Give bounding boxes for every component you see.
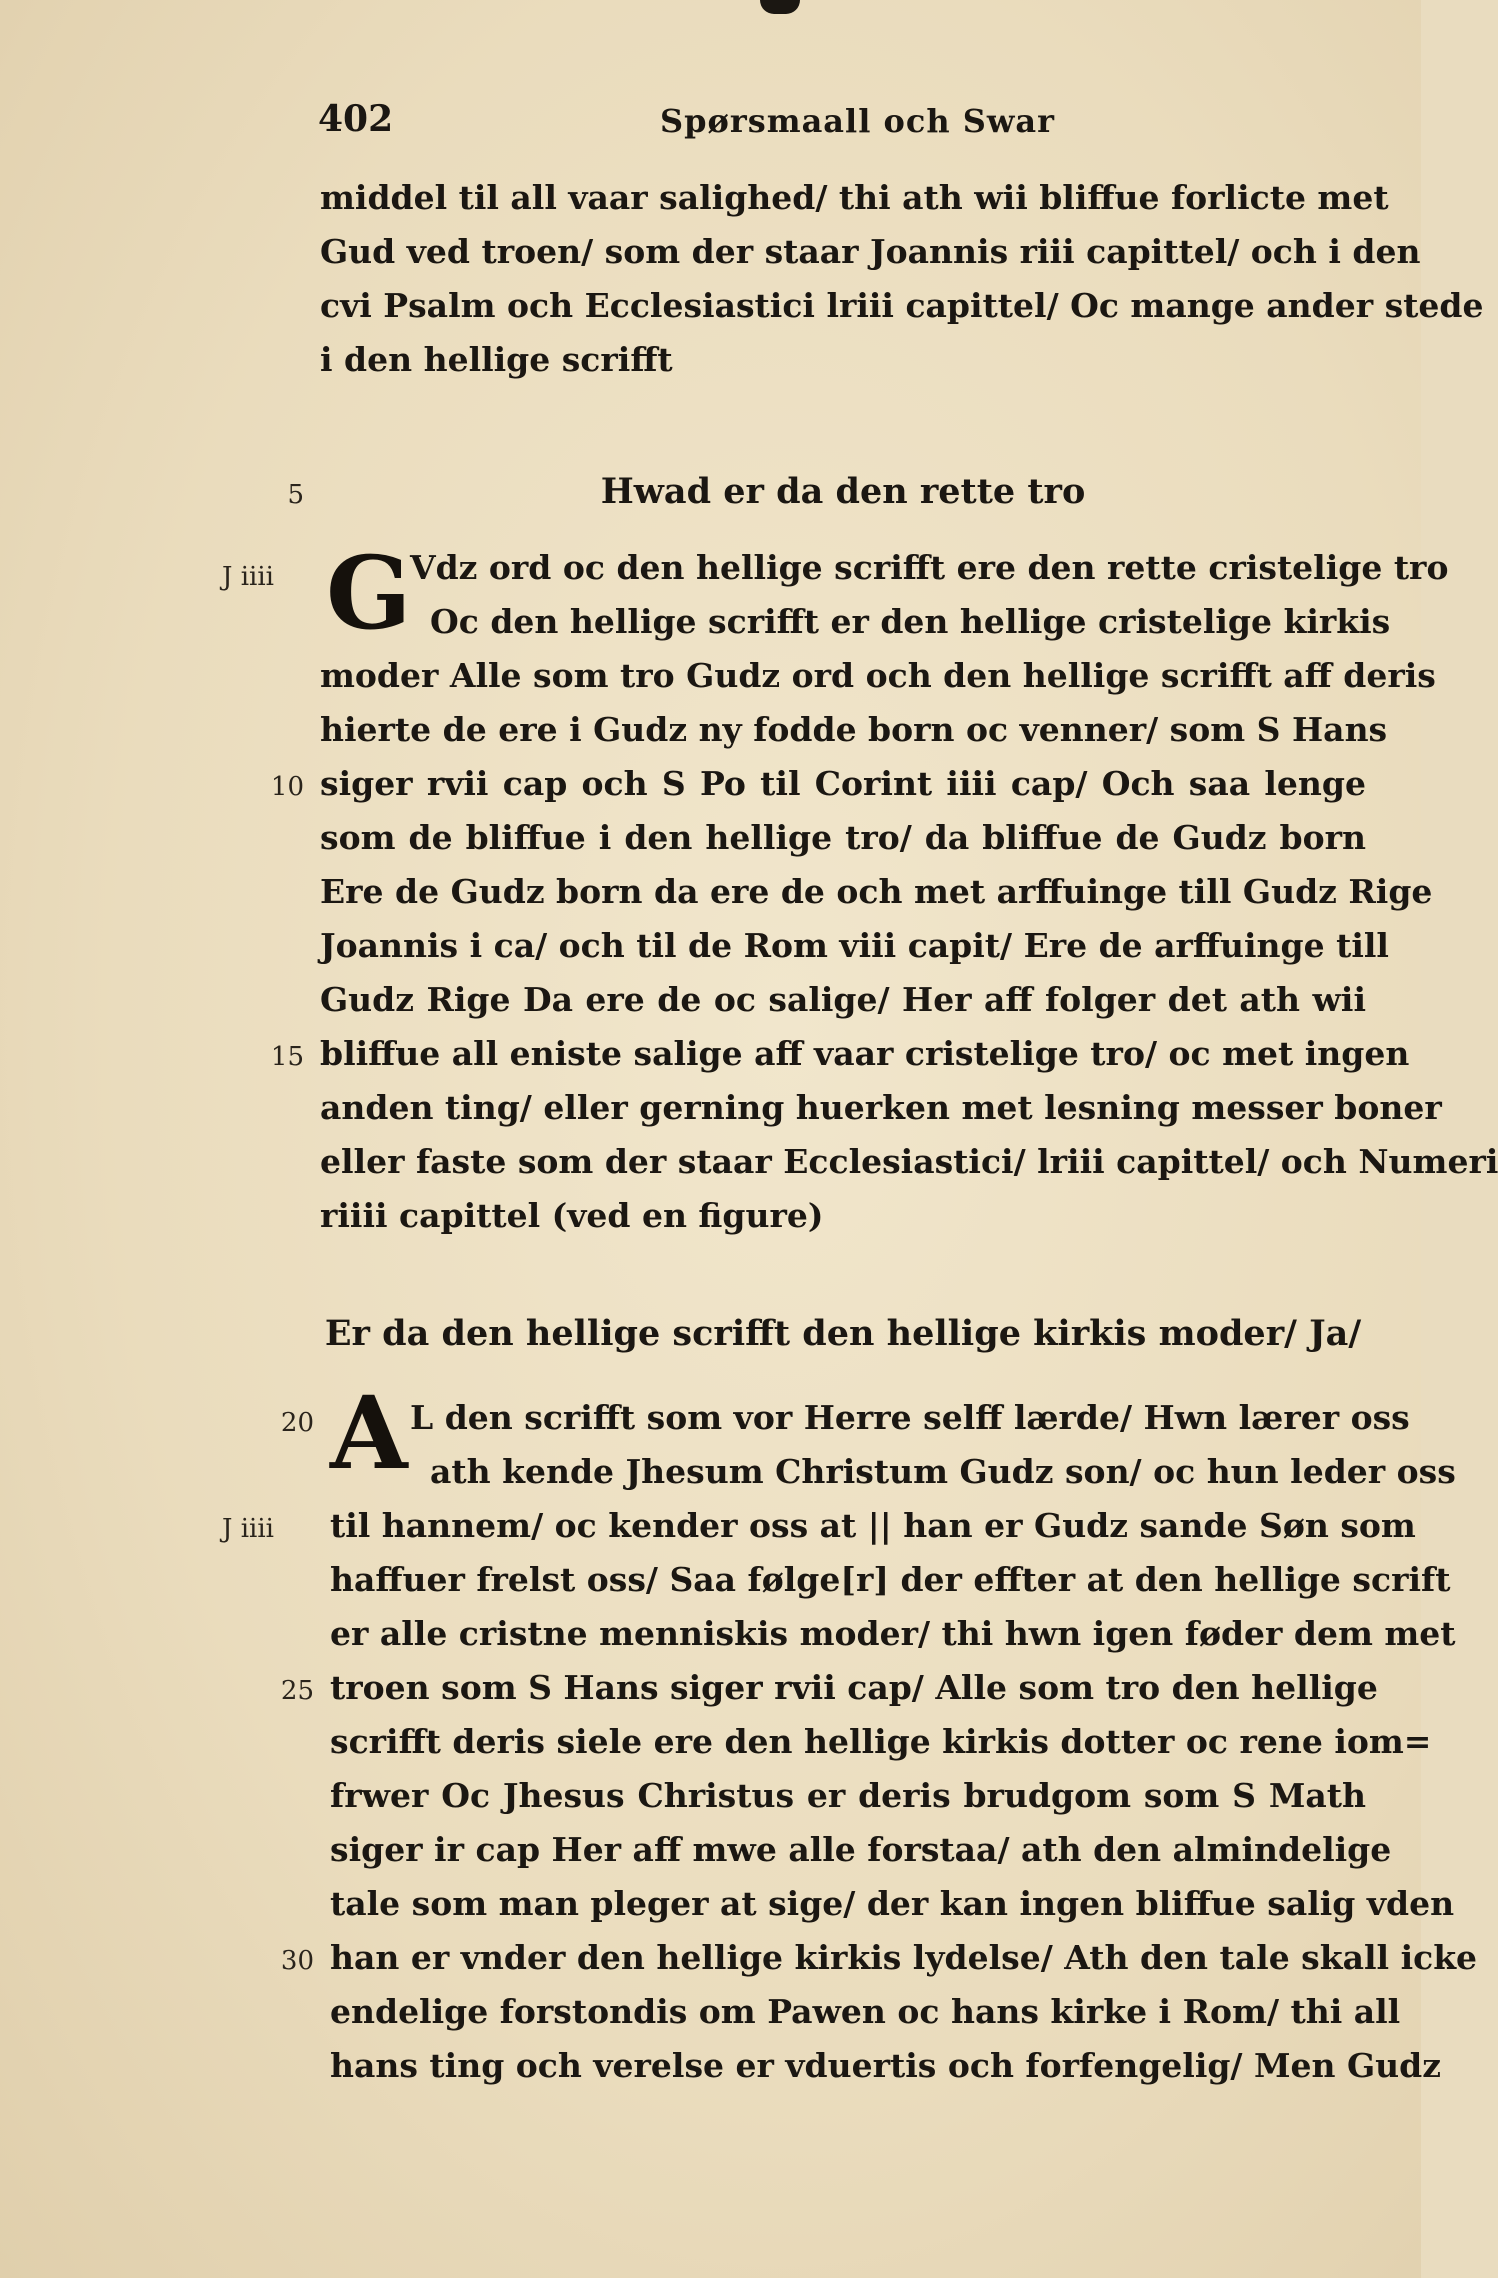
text-line: ath kende Jhesum Christum Gudz son/ oc hun leder oss (430, 1452, 1456, 1491)
text-line: hierte de ere i Gudz ny fodde born oc venner/ som S Hans (320, 710, 1388, 749)
page-top-mark (760, 0, 800, 14)
text-line: Gudz Rige Da ere de oc salige/ Her aff folger det ath wii (320, 980, 1366, 1019)
text-line: haffuer frelst oss/ Saa følge[r] der effter at den hellige scrift (330, 1560, 1451, 1599)
text-line: til hannem/ oc kender oss at || han er Gudz sande Søn som (330, 1506, 1416, 1545)
text-line: siger ir cap Her aff mwe alle forstaa/ ath den almindelige (330, 1830, 1392, 1869)
running-title: Spørsmaall och Swar (660, 102, 1055, 140)
section-heading: Hwad er da den rette tro (600, 471, 1086, 512)
text-line: cvi Psalm och Ecclesiastici lriii capittel/ Oc mange ander stede (320, 286, 1484, 325)
text-line: siger rvii cap och S Po til Corint iiii cap/ Och saa lenge (320, 764, 1366, 803)
text-line: eller faste som der staar Ecclesiastici/ lriii capittel/ och Numeri (320, 1142, 1498, 1181)
text-line: frwer Oc Jhesus Christus er deris brudgom som S Math (330, 1776, 1366, 1815)
line-number: 15 (270, 1042, 304, 1072)
margin-reference: J iiii (222, 562, 274, 592)
text-line: endelige forstondis om Pawen oc hans kirke i Rom/ thi all (330, 1992, 1401, 2031)
line-number: 25 (280, 1676, 314, 1706)
text-line: er alle cristne menniskis moder/ thi hwn igen føder dem met (330, 1614, 1456, 1653)
running-head (0, 98, 1421, 148)
text-line: Oc den hellige scrifft er den hellige cristelige kirkis (430, 602, 1391, 641)
line-number: 10 (270, 772, 304, 802)
drop-capital: G (326, 534, 412, 652)
line-number: 20 (280, 1408, 314, 1438)
text-line: riiii capittel (ved en figure) (320, 1196, 824, 1235)
text-line: han er vnder den hellige kirkis lydelse/ Ath den tale skall icke (330, 1938, 1478, 1977)
text-line: Ere de Gudz born da ere de och met arffuinge till Gudz Rige (320, 872, 1433, 911)
text-line: som de bliffue i den hellige tro/ da bliffue de Gudz born (320, 818, 1366, 857)
text-line: troen som S Hans siger rvii cap/ Alle som tro den hellige (330, 1668, 1378, 1707)
margin-reference: J iiii (222, 1514, 274, 1544)
text-line: hans ting och verelse er vduertis och forfengelig/ Men Gudz (330, 2046, 1441, 2085)
line-number: 5 (287, 480, 304, 510)
text-line: L den scrifft som vor Herre selff lærde/ Hwn lærer oss (410, 1398, 1410, 1437)
text-line: bliffue all eniste salige aff vaar cristelige tro/ oc met ingen (320, 1034, 1410, 1073)
line-number: 30 (280, 1946, 314, 1976)
page-number: 402 (318, 98, 394, 140)
text-line: moder Alle som tro Gudz ord och den hellige scrifft aff deris (320, 656, 1436, 695)
text-line: tale som man pleger at sige/ der kan ingen bliffue salig vden (330, 1884, 1455, 1923)
text-line: scrifft deris siele ere den hellige kirkis dotter oc rene iom= (330, 1722, 1432, 1761)
text-line: Vdz ord oc den hellige scrifft ere den rette cristelige tro (410, 548, 1449, 587)
text-line: Gud ved troen/ som der staar Joannis riii capittel/ och i den (320, 232, 1421, 271)
section-heading: Er da den hellige scrifft den hellige kirkis moder/ Ja/ (324, 1313, 1362, 1354)
drop-capital: A (330, 1374, 408, 1492)
text-line: middel til all vaar salighed/ thi ath wii bliffue forlicte met (320, 178, 1389, 217)
text-line: Joannis i ca/ och til de Rom viii capit/ Ere de arffuinge till (320, 926, 1389, 965)
text-line: i den hellige scrifft (320, 340, 673, 379)
text-line: anden ting/ eller gerning huerken met lesning messer boner (320, 1088, 1442, 1127)
